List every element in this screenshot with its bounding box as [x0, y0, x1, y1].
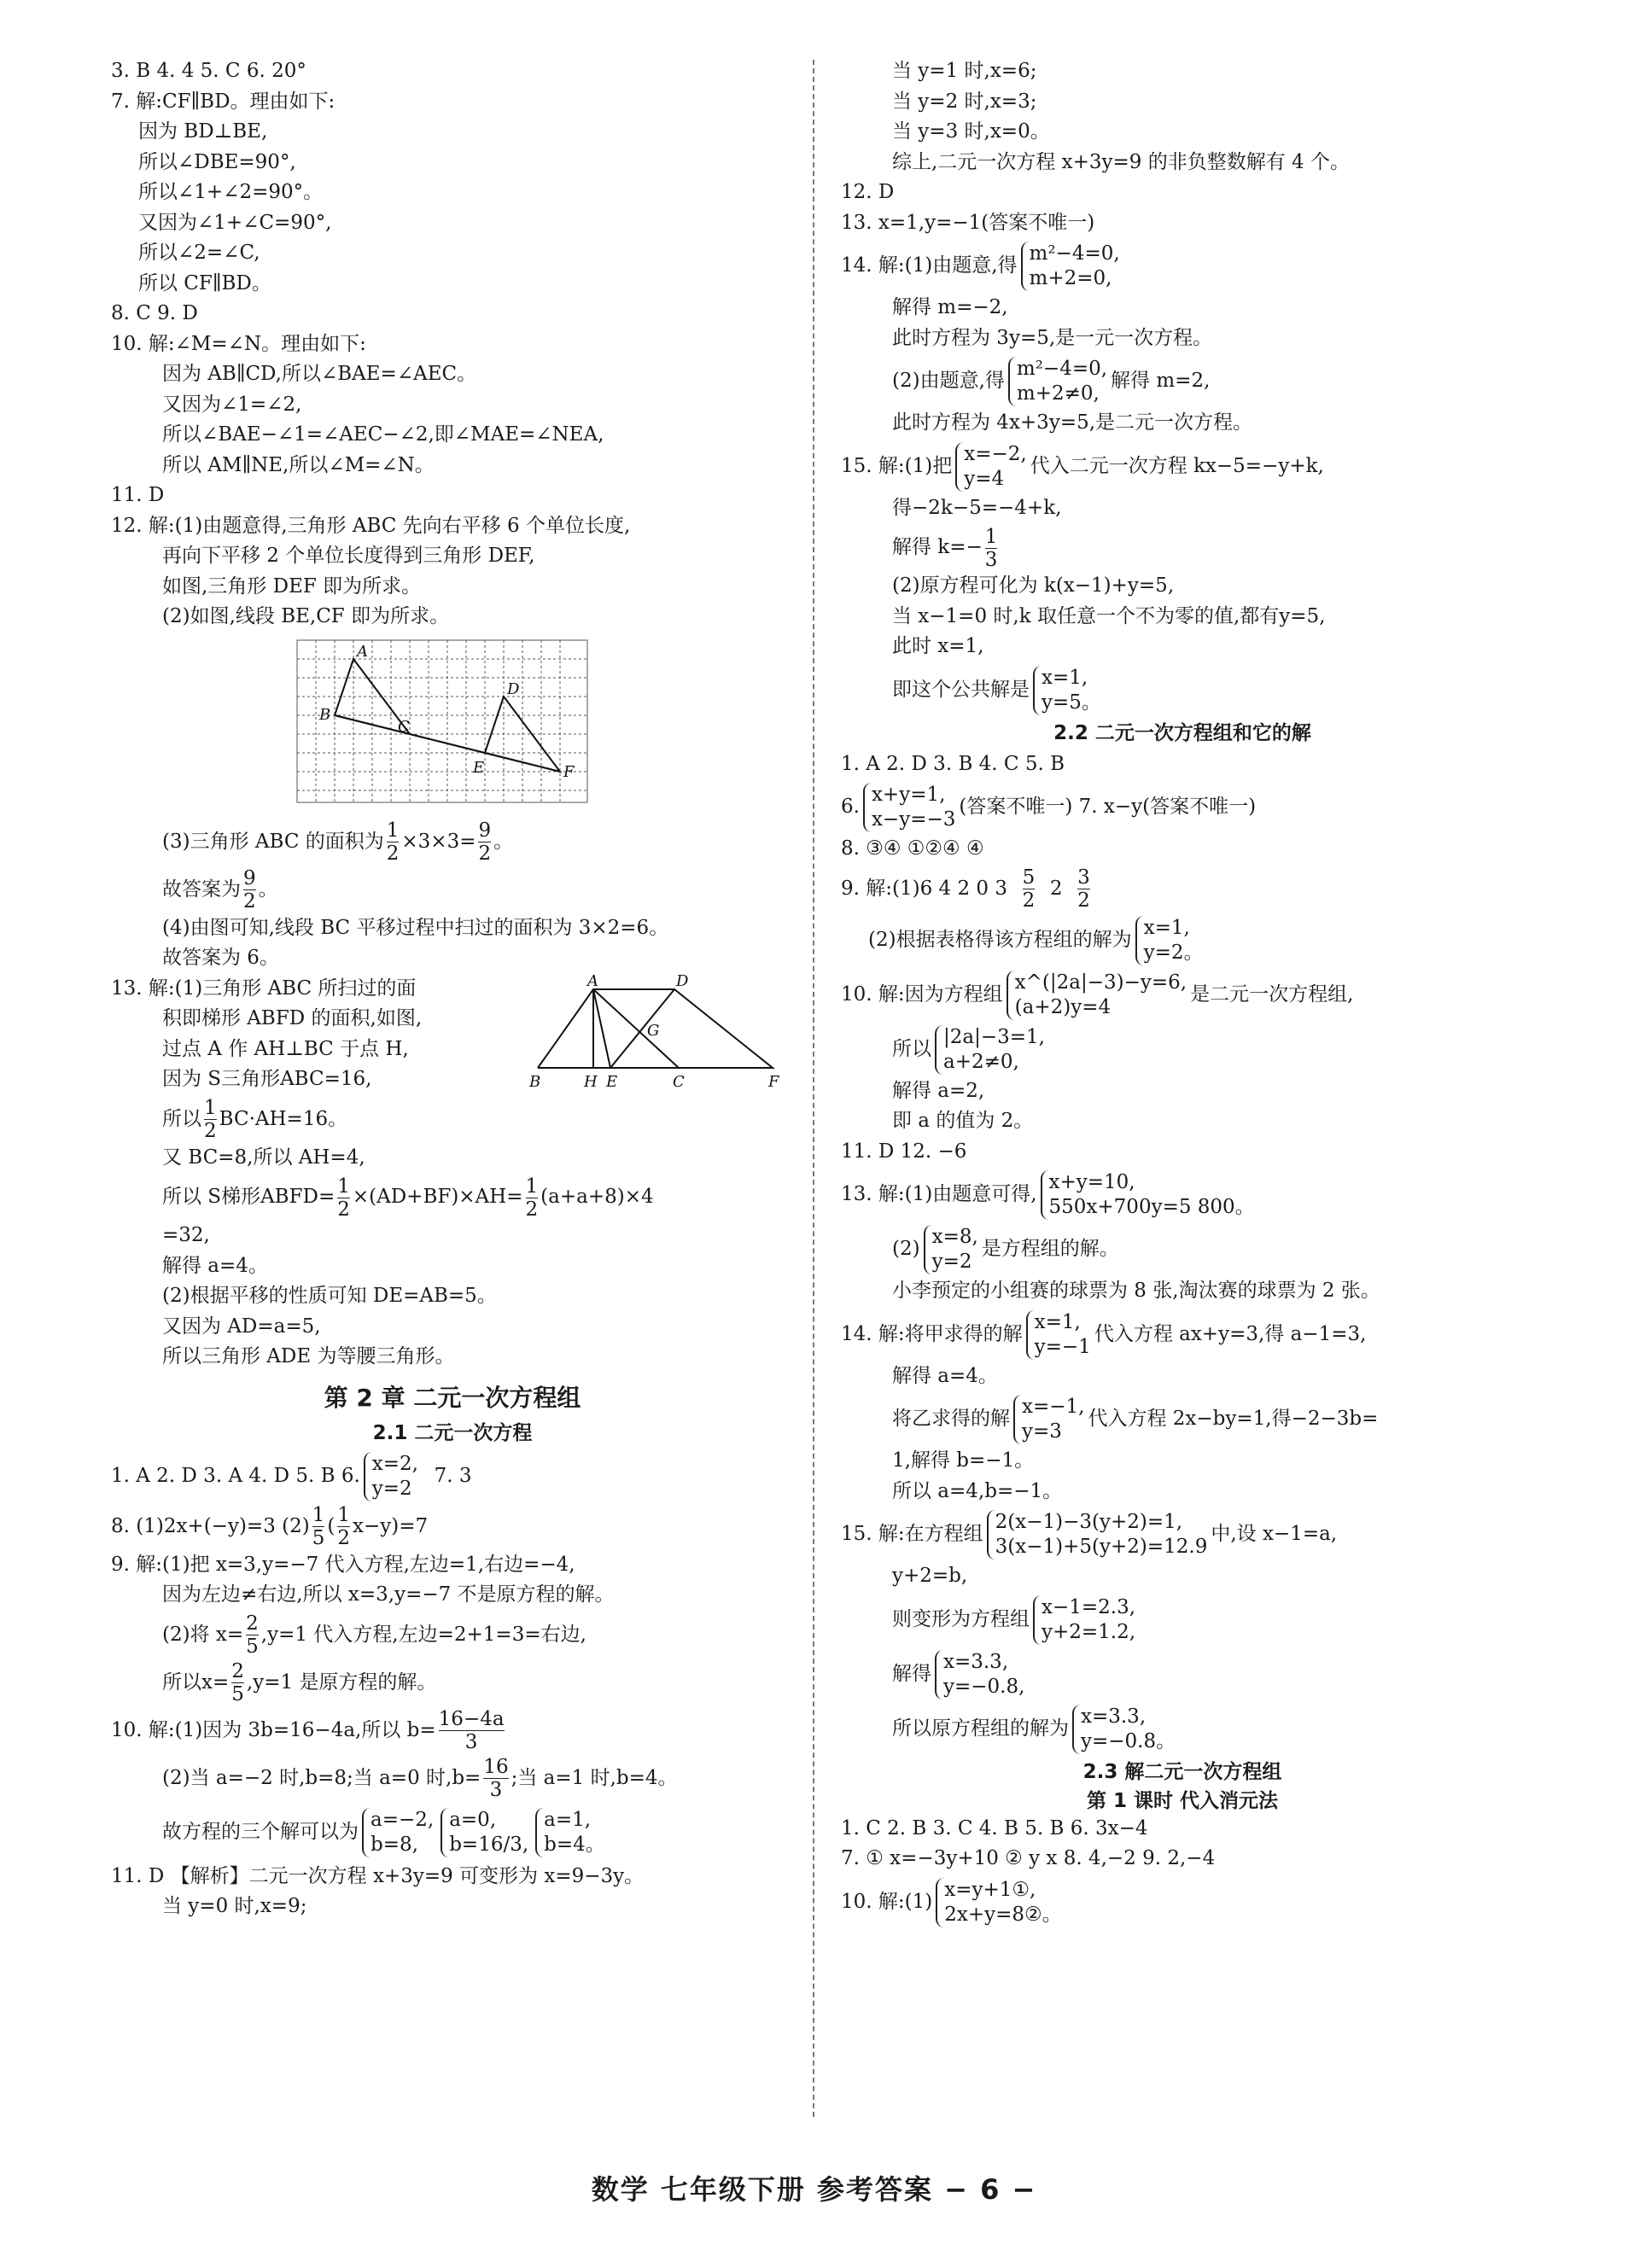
answer-line: 6. x+y=1, x−y=−3 (答案不唯一) 7. x−y(答案不唯一) [841, 784, 1257, 831]
answer-line: 当 y=2 时,x=3; [892, 90, 1037, 113]
answer-line: 此时 x=1, [892, 635, 984, 657]
answer-line: 所以原方程组的解为 x=3.3, y=−0.8。 [892, 1705, 1176, 1752]
grid-translation-svg [290, 636, 598, 811]
label-b: B [319, 705, 331, 724]
answer-line: 又因为∠1=∠2, [162, 393, 302, 416]
trapezoid-figure [529, 974, 785, 1093]
label-d: D [507, 679, 520, 698]
answer-line: 所以 AM∥NE,所以∠M=∠N。 [162, 453, 435, 476]
answer-line: 积即梯形 ABFD 的面积,如图, [162, 1007, 423, 1029]
answer-line: 解得 m=−2, [892, 296, 1008, 318]
chapter-title: 第 2 章 二元一次方程组 [324, 1383, 581, 1412]
page-footer: 数学 七年级下册 参考答案 − 6 − [591, 2173, 1037, 2206]
answer-line: 小李预定的小组赛的球票为 8 张,淘汰赛的球票为 2 张。 [892, 1280, 1380, 1302]
fraction: $\frac{1}{2}$ [525, 1175, 539, 1221]
answer-line: 1. A 2. D 3. A 4. D 5. B 6. x=2, y=2 7. 3 [111, 1452, 472, 1500]
label-a: A [357, 642, 368, 661]
answer-line: 又因为 AD=a=5, [162, 1315, 321, 1338]
fraction: $\frac{16}{3}$ [483, 1756, 509, 1801]
fraction: $\frac{1}{3}$ [984, 525, 998, 571]
equation-system: m²−4=0, m+2=0, [1021, 242, 1120, 291]
fraction: $\frac{16-4a}{3}$ [438, 1708, 505, 1753]
fraction: $\frac{1}{2}$ [204, 1097, 217, 1142]
answer-line: 过点 A 作 AH⊥BC 于点 H, [162, 1037, 409, 1060]
equation-system: x=y+1①, 2x+y=8②。 [936, 1878, 1061, 1927]
answer-line: 12. 解:(1)由题意得,三角形 ABC 先向右平移 6 个单位长度, [111, 514, 631, 537]
fraction: $\frac{9}{2}$ [243, 867, 256, 912]
answer-line: 14. 解:将甲求得的解 x=1, y=−1 代入方程 ax+y=3,得 a−1=3, [841, 1310, 1367, 1358]
fraction: $\frac{5}{2}$ [1022, 866, 1036, 912]
answer-line: 13. x=1,y=−1(答案不唯一) [841, 211, 1095, 234]
fraction: $\frac{2}{5}$ [231, 1660, 244, 1705]
answer-line: 因为 AB∥CD,所以∠BAE=∠AEC。 [162, 363, 477, 385]
answer-line: 8. ③④ ①②④ ④ [841, 837, 984, 860]
answer-line: 故答案为 6。 [162, 947, 279, 969]
answer-line: 3. B 4. 4 5. C 6. 20° [111, 60, 306, 82]
equation-system: x=−2, y=4 [955, 442, 1026, 492]
answer-line: 9. 解:(1)把 x=3,y=−7 代入方程,左边=1,右边=−4, [111, 1553, 575, 1576]
section-title: 2.2 二元一次方程组和它的解 [1053, 721, 1311, 744]
answer-line: (2)将 x= $\frac{2}{5}$ ,y=1 代入方程,左边=2+1=3=右边, [162, 1612, 586, 1658]
answer-line: 所以三角形 ADE 为等腰三角形。 [162, 1345, 455, 1367]
answer-line: 即这个公共解是 x=1, y=5。 [892, 666, 1101, 714]
answer-line: =32, [162, 1224, 210, 1246]
answer-line: 所以∠DBE=90°, [138, 150, 296, 173]
answer-line: 如图,三角形 DEF 即为所求。 [162, 574, 422, 598]
svg-text:H: H [584, 1072, 598, 1091]
section-title: 2.1 二元一次方程 [372, 1421, 533, 1444]
fraction: $\frac{1}{2}$ [386, 819, 400, 865]
svg-text:B: B [529, 1072, 541, 1091]
answer-line: 11. D [111, 484, 165, 506]
grid-translation-figure [111, 636, 794, 814]
answer-line: 所以x= $\frac{2}{5}$ ,y=1 是原方程的解。 [162, 1660, 437, 1705]
label-e: E [473, 758, 485, 777]
answer-line: 1,解得 b=−1。 [892, 1449, 1035, 1472]
answer-line: 7. ① x=−3y+10 ② y x 8. 4,−2 9. 2,−4 [841, 1847, 1216, 1869]
answer-line: 13. 解:(1)由题意可得, x+y=10, 550x+700y=5 800。 [841, 1171, 1255, 1218]
equation-system: |2a|−3=1, a+2≠0, [935, 1025, 1045, 1075]
svg-text:C: C [673, 1072, 685, 1091]
svg-text:D: D [676, 973, 689, 990]
answer-line: 因为 S三角形ABC=16, [162, 1068, 372, 1090]
svg-text:E: E [606, 1072, 618, 1091]
answer-line: (4)由图可知,线段 BC 平移过程中扫过的面积为 3×2=6。 [162, 916, 669, 939]
answer-line: 所以∠2=∠C, [138, 242, 260, 264]
answer-line: 又 BC=8,所以 AH=4, [162, 1146, 365, 1169]
answer-line: 所以∠BAE−∠1=∠AEC−∠2,即∠MAE=∠NEA, [162, 423, 604, 446]
answer-line: (3)三角形 ABC 的面积为 $\frac{1}{2}$ ×3×3= $\frac{9}{2}$ 。 [162, 819, 514, 865]
answer-line: (2) x=8, y=2 是方程组的解。 [892, 1226, 1119, 1273]
answer-line: 10. 解:因为方程组 x^(|2a|−3)−y=6, (a+2)y=4 是二元一次方程组, [841, 971, 1354, 1018]
fraction: $\frac{1}{2}$ [337, 1504, 350, 1549]
equation-system: a=0, b=16/3, [441, 1808, 528, 1857]
q13-block [111, 974, 794, 1095]
answer-line: 综上,二元一次方程 x+3y=9 的非负整数解有 4 个。 [892, 150, 1350, 173]
answer-line: 此时方程为 3y=5,是一元一次方程。 [892, 326, 1213, 349]
answer-line: 解得 a=4。 [892, 1364, 998, 1387]
answer-line: 所以 |2a|−3=1, a+2≠0, [892, 1025, 1045, 1073]
answer-line: 10. 解:(1) x=y+1①, 2x+y=8②。 [841, 1878, 1062, 1926]
answer-line: 8. C 9. D [111, 302, 198, 324]
answer-line: (2)原方程可化为 k(x−1)+y=5, [892, 574, 1175, 597]
answer-line: 11. D 【解析】二元一次方程 x+3y=9 可变形为 x=9−3y。 [111, 1864, 645, 1887]
equation-system: x^(|2a|−3)−y=6, (a+2)y=4 [1007, 971, 1187, 1020]
answer-line: 再向下平移 2 个单位长度得到三角形 DEF, [162, 545, 535, 567]
equation-system: x=1, y=2。 [1135, 916, 1204, 965]
answer-line: (2)根据平移的性质可知 DE=AB=5。 [162, 1285, 497, 1307]
right-column [841, 56, 1524, 1929]
answer-line: 10. 解:∠M=∠N。理由如下: [111, 332, 366, 355]
answer-line: 所以 CF∥BD。 [138, 271, 271, 294]
svg-text:A: A [587, 973, 598, 990]
answer-line: 故答案为 $\frac{9}{2}$ 。 [162, 867, 278, 912]
answer-line: (2)根据表格得该方程组的解为 x=1, y=2。 [868, 916, 1204, 964]
answer-line: 故方程的三个解可以为 a=−2, b=8, a=0, b=16/3, a=1, b=4。 [162, 1808, 605, 1856]
answer-line: 又因为∠1+∠C=90°, [138, 211, 332, 234]
equation-system: x−1=2.3, y+2=1.2, [1033, 1595, 1135, 1645]
left-column [111, 56, 794, 1922]
answer-line: 当 y=1 时,x=6; [892, 60, 1037, 82]
answer-line: 当 y=3 时,x=0。 [892, 120, 1050, 143]
answer-line: 所以 a=4,b=−1。 [892, 1479, 1063, 1502]
equation-system: a=−2, b=8, [362, 1808, 434, 1857]
fraction: $\frac{1}{2}$ [337, 1175, 350, 1221]
equation-system: x+y=1, x−y=−3 [863, 783, 955, 832]
answer-line: 12. D [841, 181, 895, 203]
answer-line: 11. D 12. −6 [841, 1140, 967, 1163]
answer-line: 此时方程为 4x+3y=5,是二元一次方程。 [892, 411, 1253, 434]
label-f: F [563, 762, 575, 781]
answer-line: 因为 BD⊥BE, [138, 120, 268, 143]
fraction: $\frac{9}{2}$ [478, 819, 492, 865]
answer-line: 15. 解:(1)把 x=−2, y=4 代入二元一次方程 kx−5=−y+k, [841, 442, 1324, 490]
equation-system: x=1, y=−1 [1026, 1310, 1091, 1360]
answer-line: 8. (1)2x+(−y)=3 (2) $\frac{1}{5}$ ( $\frac{1}{2}$ x−y)=7 [111, 1504, 429, 1549]
answer-line: 解得 a=2, [892, 1079, 985, 1102]
answer-line: 则变形为方程组 x−1=2.3, y+2=1.2, [892, 1595, 1136, 1643]
answer-line: 得−2k−5=−4+k, [892, 496, 1062, 519]
equation-system: x=3.3, y=−0.8。 [1072, 1705, 1176, 1754]
answer-line: y+2=b, [892, 1565, 968, 1587]
fraction: $\frac{3}{2}$ [1077, 866, 1090, 912]
equation-system: x=1, y=5。 [1033, 666, 1101, 715]
answer-line: (2)如图,线段 BE,CF 即为所求。 [162, 605, 450, 627]
answer-line: (2)当 a=−2 时,b=8;当 a=0 时,b= $\frac{16}{3}$ ;当 a=1 时,b=4。 [162, 1756, 678, 1801]
answer-line: 解得 k=− $\frac{1}{3}$ [892, 525, 998, 571]
answer-line: 当 y=0 时,x=9; [162, 1895, 307, 1917]
equation-system: a=1, b=4。 [535, 1808, 605, 1857]
answer-line: 将乙求得的解 x=−1, y=3 代入方程 2x−by=1,得−2−3b= [892, 1396, 1379, 1443]
fraction: $\frac{1}{5}$ [312, 1504, 325, 1549]
equation-system: x+y=10, 550x+700y=5 800。 [1041, 1170, 1255, 1220]
fraction: $\frac{2}{5}$ [246, 1612, 259, 1658]
equation-system: 2(x−1)−3(y+2)=1, 3(x−1)+5(y+2)=12.9 [987, 1510, 1208, 1560]
equation-system: x=3.3, y=−0.8, [935, 1650, 1024, 1700]
answer-line: 15. 解:在方程组 2(x−1)−3(y+2)=1, 3(x−1)+5(y+2)=12.9 中,设 x−1=a, [841, 1511, 1338, 1558]
answer-line: 当 x−1=0 时,k 取任意一个不为零的值,都有y=5, [892, 604, 1326, 627]
section-title: 2.3 解二元一次方程组 [1082, 1760, 1282, 1783]
subsection-title: 第 1 课时 代入消元法 [1086, 1789, 1279, 1812]
equation-system: x=−1, y=3 [1013, 1395, 1084, 1444]
equation-system: x=2, y=2 [364, 1452, 418, 1501]
answer-line: 解得 a=4。 [162, 1254, 268, 1277]
answer-line: 解得 x=3.3, y=−0.8, [892, 1650, 1025, 1698]
svg-text:F: F [768, 1072, 779, 1091]
answer-line: 所以∠1+∠2=90°。 [138, 181, 324, 203]
column-divider [813, 60, 814, 2117]
answer-line: 1. C 2. B 3. C 4. B 5. B 6. 3x−4 [841, 1816, 1148, 1839]
label-c: C [398, 717, 410, 736]
answer-line: 7. 解:CF∥BD。理由如下: [111, 90, 336, 113]
answer-line: 所以 S梯形ABFD= $\frac{1}{2}$ ×(AD+BF)×AH= $\frac{1}{2}$ (a+a+8)×4 [162, 1175, 654, 1221]
equation-system: m²−4=0, m+2≠0, [1008, 357, 1107, 406]
answer-line: 1. A 2. D 3. B 4. C 5. B [841, 752, 1065, 775]
svg-text:G: G [647, 1021, 660, 1040]
answer-line: 因为左边≠右边,所以 x=3,y=−7 不是原方程的解。 [162, 1583, 615, 1606]
equation-system: x=8, y=2 [924, 1225, 978, 1274]
answer-line: (2)由题意,得 m²−4=0, m+2≠0, 解得 m=2, [892, 358, 1211, 405]
answer-line: 13. 解:(1)三角形 ABC 所扫过的面 [111, 977, 417, 1000]
answer-line: 即 a 的值为 2。 [892, 1110, 1034, 1132]
answer-line: 所以 $\frac{1}{2}$ BC·AH=16。 [162, 1097, 348, 1142]
answer-line: 14. 解:(1)由题意,得 m²−4=0, m+2=0, [841, 242, 1120, 289]
answer-line: 9. 解:(1)6 4 2 0 3 $\frac{5}{2}$ 2 $\frac{3}{2}$ [841, 866, 1090, 912]
answer-line: 10. 解:(1)因为 3b=16−4a,所以 b= $\frac{16-4a}{3}$ [111, 1708, 505, 1753]
